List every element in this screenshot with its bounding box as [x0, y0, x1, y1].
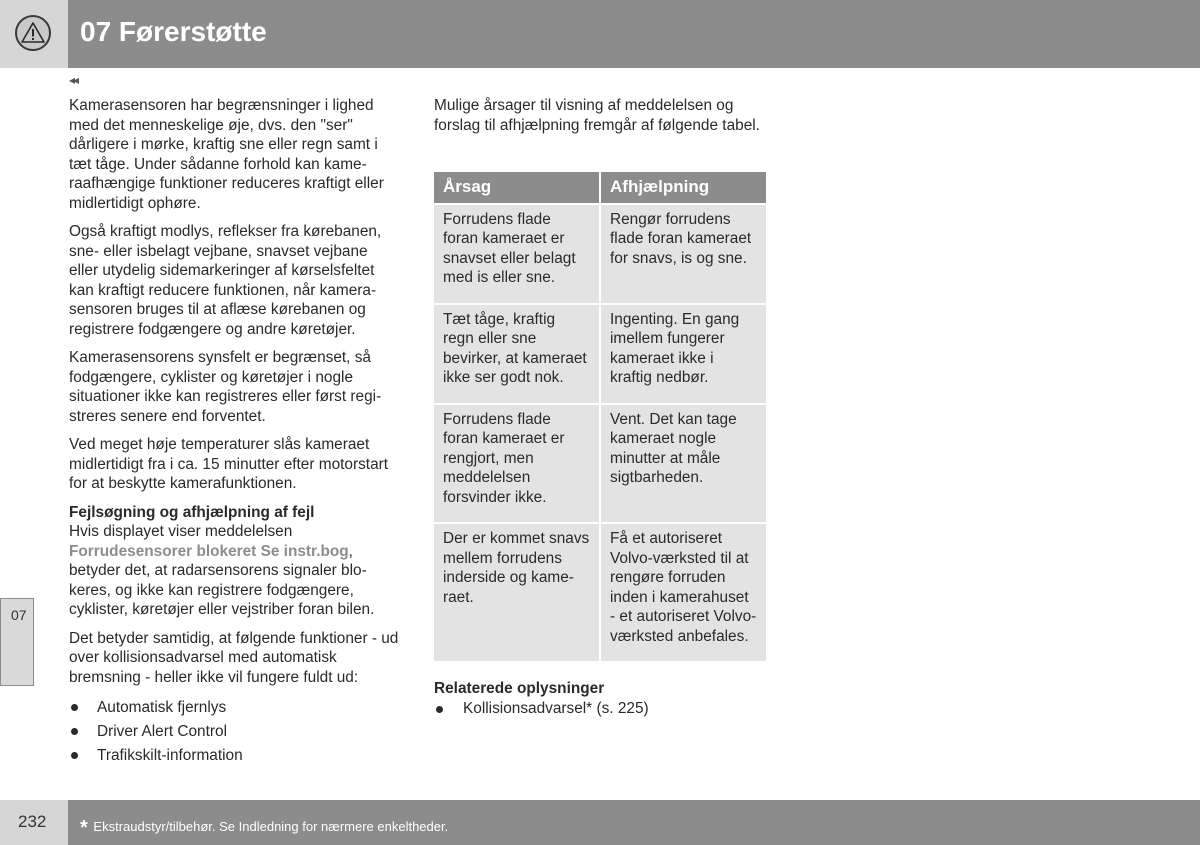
- chapter-title: 07 Førerstøtte: [80, 16, 267, 47]
- related-heading: Relaterede oplysninger: [434, 680, 605, 697]
- page-number: 232: [18, 812, 47, 831]
- paragraph: Også kraftigt modlys, reflekser fra kørebanen, sne- eller isbelagt vejbane, snavset vejbane eller utydelig sidemarkeringer af kørselsfeltet kan kraftigt reducere funktionen, når kamerasensoren bruges til at aflæse kørebanen og registrere fodgængere og andre køretøjer.: [69, 223, 382, 338]
- paragraph: Kamerasensorens synsfelt er begrænset, så fodgængere, cyklister og køretøjer i nogle situationer ikke kan registreres eller først registreres senere end forventet.: [69, 349, 382, 425]
- header-icon-area: [0, 0, 68, 68]
- continued-marker-icon: ◂◂: [69, 73, 78, 87]
- functions-paragraph: Det betyder samtidig, at følgende funktioner - ud over kollisionsadvarsel med automatisk bremsning - heller ikke vil fungere fuldt ud:: [69, 629, 399, 686]
- troubleshoot-heading: Fejlsøgning og afhjælpning af fejl: [69, 503, 315, 521]
- troubleshoot-intro: Hvis displayet viser meddelelsen: [69, 523, 293, 540]
- table-row: [434, 304, 766, 404]
- table-header-row: [434, 172, 766, 204]
- table-row: [434, 404, 766, 524]
- right-column-intro: [434, 96, 766, 135]
- header-bar: [68, 0, 1200, 68]
- chapter-side-tab: [0, 598, 34, 686]
- table-row: [434, 523, 766, 662]
- table-intro: Mulige årsager til visning af meddelelsen og forslag til afhjælpning fremgår af følgende tabel.: [434, 97, 760, 134]
- display-message: Forrudesensorer blokeret Se instr.bog: [69, 542, 349, 560]
- asterisk-icon: *: [80, 817, 88, 839]
- paragraph: Kamerasensoren har begrænsninger i lighed med det menneskelige øje, dvs. den "ser" dårligere i mørke, kraftig sne eller regn samt i tæt tåge. Under sådanne forhold kan kameraafhængige funktioner reduceres kraftigt eller midlertidigt ophøre.: [69, 97, 384, 212]
- footer-page-area: [0, 800, 68, 845]
- footnote-text: Ekstraudstyr/tilbehør. Se Indledning for nærmere enkeltheder.: [93, 819, 449, 834]
- footnote: [80, 814, 448, 837]
- remedy-cell: Vent. Det kan tage kameraet nogle minutter at måle sigtbarheden.: [600, 404, 766, 524]
- causes-table: [434, 172, 766, 663]
- related-link[interactable]: Kollisionsadvarsel* (s. 225): [434, 699, 766, 719]
- function-list: [69, 696, 399, 768]
- side-tab-label: 07: [11, 607, 27, 623]
- remedy-cell: Ingenting. En gang imellem fungerer kameraet ikke i kraftig nedbør.: [600, 304, 766, 404]
- remedy-cell: Rengør forrudens flade foran kameraet for snavs, is og sne.: [600, 204, 766, 304]
- column-header-remedy: Afhjælpning: [600, 172, 766, 204]
- table-row: [434, 204, 766, 304]
- list-item: Driver Alert Control: [69, 720, 399, 744]
- warning-triangle-icon: [15, 15, 51, 51]
- cause-cell: Forrudens flade foran kameraet er rengjort, men meddelelsen forsvinder ikke.: [434, 404, 600, 524]
- remedy-cell: Få et autoriseret Volvo-værksted til at rengøre forruden inden i kamerahuset - et autoriseret Volvoværksted anbefales.: [600, 523, 766, 662]
- list-item: Automatisk fjernlys: [69, 696, 399, 720]
- cause-cell: Tæt tåge, kraftig regn eller sne bevirker, at kameraet ikke ser godt nok.: [434, 304, 600, 404]
- left-column: [69, 96, 399, 768]
- cause-cell: Der er kommet snavs mellem forrudens inderside og kameraet.: [434, 523, 600, 662]
- paragraph: Ved meget høje temperaturer slås kameraet midlertidigt fra i ca. 15 minutter efter motorstart for at beskytte kamerafunktionen.: [69, 436, 389, 492]
- related-info: [434, 679, 766, 718]
- cause-cell: Forrudens flade foran kameraet er snavset eller belagt med is eller sne.: [434, 204, 600, 304]
- list-item: Trafikskilt-information: [69, 744, 399, 768]
- footer-bar: [68, 800, 1200, 845]
- column-header-cause: Årsag: [434, 172, 600, 204]
- troubleshoot-rest: , betyder det, at radarsensorens signaler blokeres, og ikke kan registrere fodgængere, cyklister, køretøjer eller vejstriber foran bilen.: [69, 542, 375, 618]
- troubleshoot-paragraph: [69, 522, 399, 620]
